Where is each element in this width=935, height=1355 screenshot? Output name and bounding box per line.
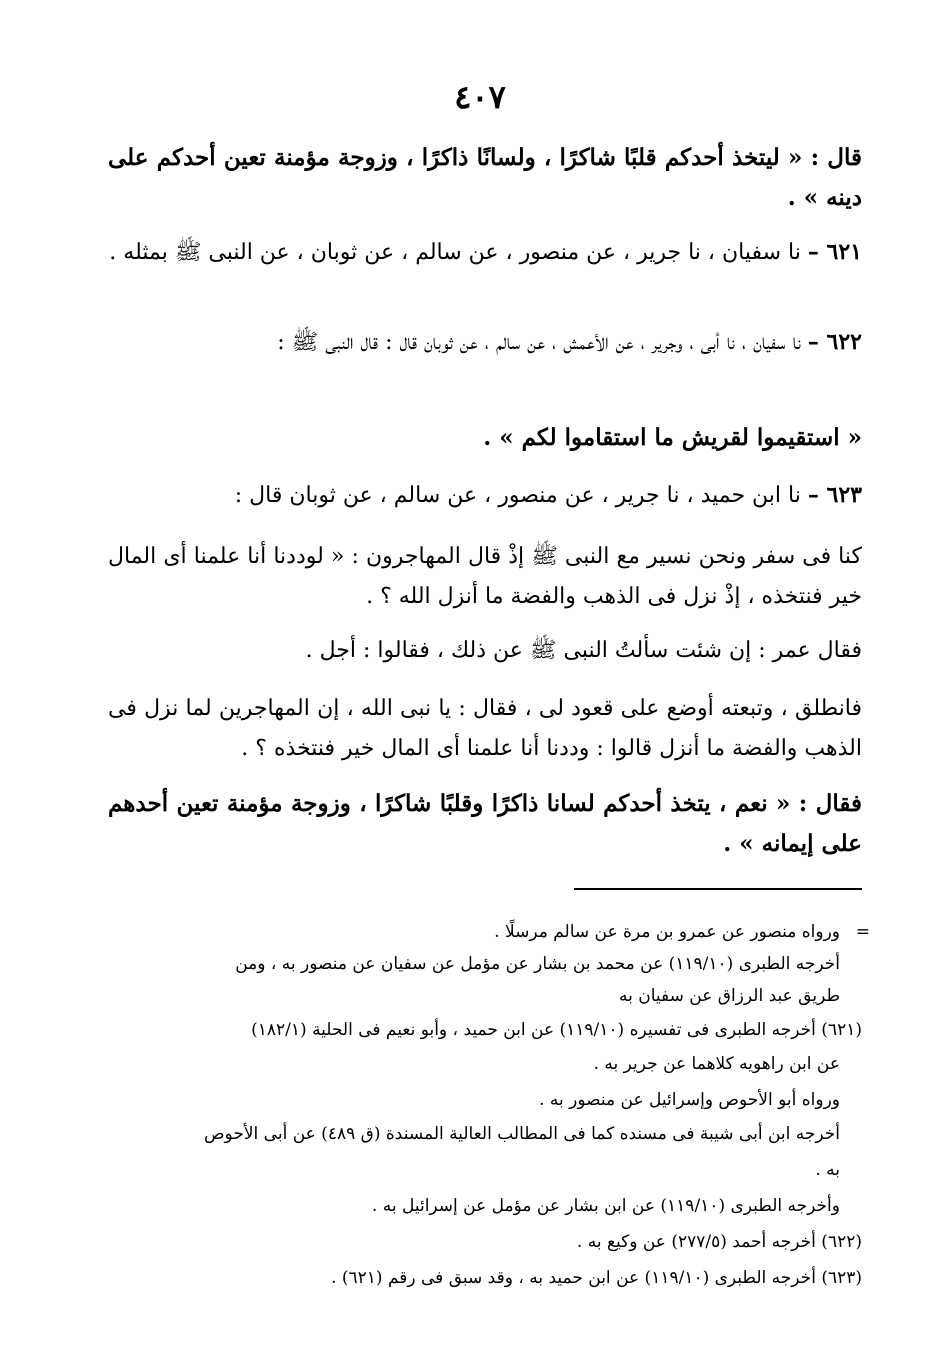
hadith-623-text: نا ابن حميد ، نا جرير ، عن منصور ، عن سالم ، عن ثوبان قال : [234,483,801,508]
hadith-622-quote: « استقيموا لقريش ما استقاموا لكم » . [483,424,862,451]
footnote-text: عن ابن راهويه كلاهما عن جرير به . [593,1054,840,1074]
footnote-line [108,1120,862,1149]
footnote-line [108,982,862,1011]
footnote-text: أخرجه ابن أبى شيبة فى مسنده كما فى المطالب العالية المسندة (ق ٤٨٩) عن أبى الأحوص [204,1124,840,1144]
hadith-number-621: ٦٢١ – [807,239,862,265]
footnote-text: ورواه منصور عن عمرو بن مرة عن سالم مرسلًا . [494,922,840,942]
paragraph-journey: كنا فى سفر ونحن نسير مع النبى ﷺ إذْ قال المهاجرون : « لوددنا أنا علمنا أى المال خير فنتخذه ، إذْ نزل فى الذهب والفضة ما أنزل الله ؟ . [108,544,862,609]
footnote-line [108,1192,862,1221]
footnote-line [108,1156,862,1185]
hadith-622-text: نا سفيان ، نا أبى ، وجرير ، عن الأعمش ، عن سالم ، عن ثوبان قال : قال النبى ﷺ : [277,330,801,355]
footnote-text: (٦٢٢) أخرجه أحمد (٢٧٧/٥) عن وكيع به . [576,1232,862,1252]
footnote-text: به . [815,1160,840,1180]
footnote-line [108,1050,862,1079]
hadith-622 [108,322,862,363]
footnote-text: طريق عبد الرزاق عن سفيان به [618,986,840,1006]
hadith-number-623: ٦٢٣ – [807,482,862,508]
footnote-text: أخرجه الطبرى (١١٩/١٠) عن محمد بن بشار عن مؤمل عن سفيان عن منصور به ، ومن [235,954,840,974]
page-number: ٤٠٧ [454,78,506,116]
footnote-line [108,1228,862,1257]
footnote-line [108,1016,862,1045]
footnote-text: وأخرجه الطبرى (١١٩/١٠) عن ابن بشار عن مؤمل عن إسرائيل به . [371,1196,840,1216]
paragraph-umar: فقال عمر : إن شئت سألتُ النبى ﷺ عن ذلك ، فقالوا : أجل . [305,638,862,663]
footnote-text: (٦٢٣) أخرجه الطبرى (١١٩/١٠) عن ابن حميد به ، وقد سبق فى رقم (٦٢١) . [331,1268,862,1288]
hadith-621-text: نا سفيان ، نا جرير ، عن منصور ، عن سالم ، عن ثوبان ، عن النبى ﷺ بمثله . [109,240,801,265]
footnote-text: ورواه أبو الأحوص وإسرائيل عن منصور به . [539,1090,840,1110]
hadith-623 [108,475,862,516]
footnote-line [108,918,870,947]
paragraph-saying: قال : « ليتخذ أحدكم قلبًا شاكرًا ، ولسانًا ذاكرًا ، وزوجة مؤمنة تعين أحدكم على دينه » . [108,144,862,211]
footnote-separator [574,888,862,890]
footnote-text: (٦٢١) أخرجه الطبرى فى تفسيره (١١٩/١٠) عن ابن حميد ، وأبو نعيم فى الحلية (١٨٢/١) [251,1020,862,1040]
footnote-line [108,1086,862,1115]
footnote-continuation-mark: = [855,922,870,942]
paragraph-departure: فانطلق ، وتبعته أوضع على قعود لى ، فقال : يا نبى الله ، إن المهاجرين لما نزل فى الذهب والفضة ما أنزل قالوا : وددنا أنا علمنا أى المال خير فنتخذه ؟ . [108,696,862,761]
hadith-621 [108,232,862,273]
hadith-number-622: ٦٢٢ – [807,329,862,355]
footnote-line [108,950,862,979]
paragraph-answer: فقال : « نعم ، يتخذ أحدكم لسانا ذاكرًا وقلبًا شاكرًا ، وزوجة مؤمنة تعين أحدهم على إيمانه » . [108,790,862,857]
footnote-line [108,1264,862,1293]
